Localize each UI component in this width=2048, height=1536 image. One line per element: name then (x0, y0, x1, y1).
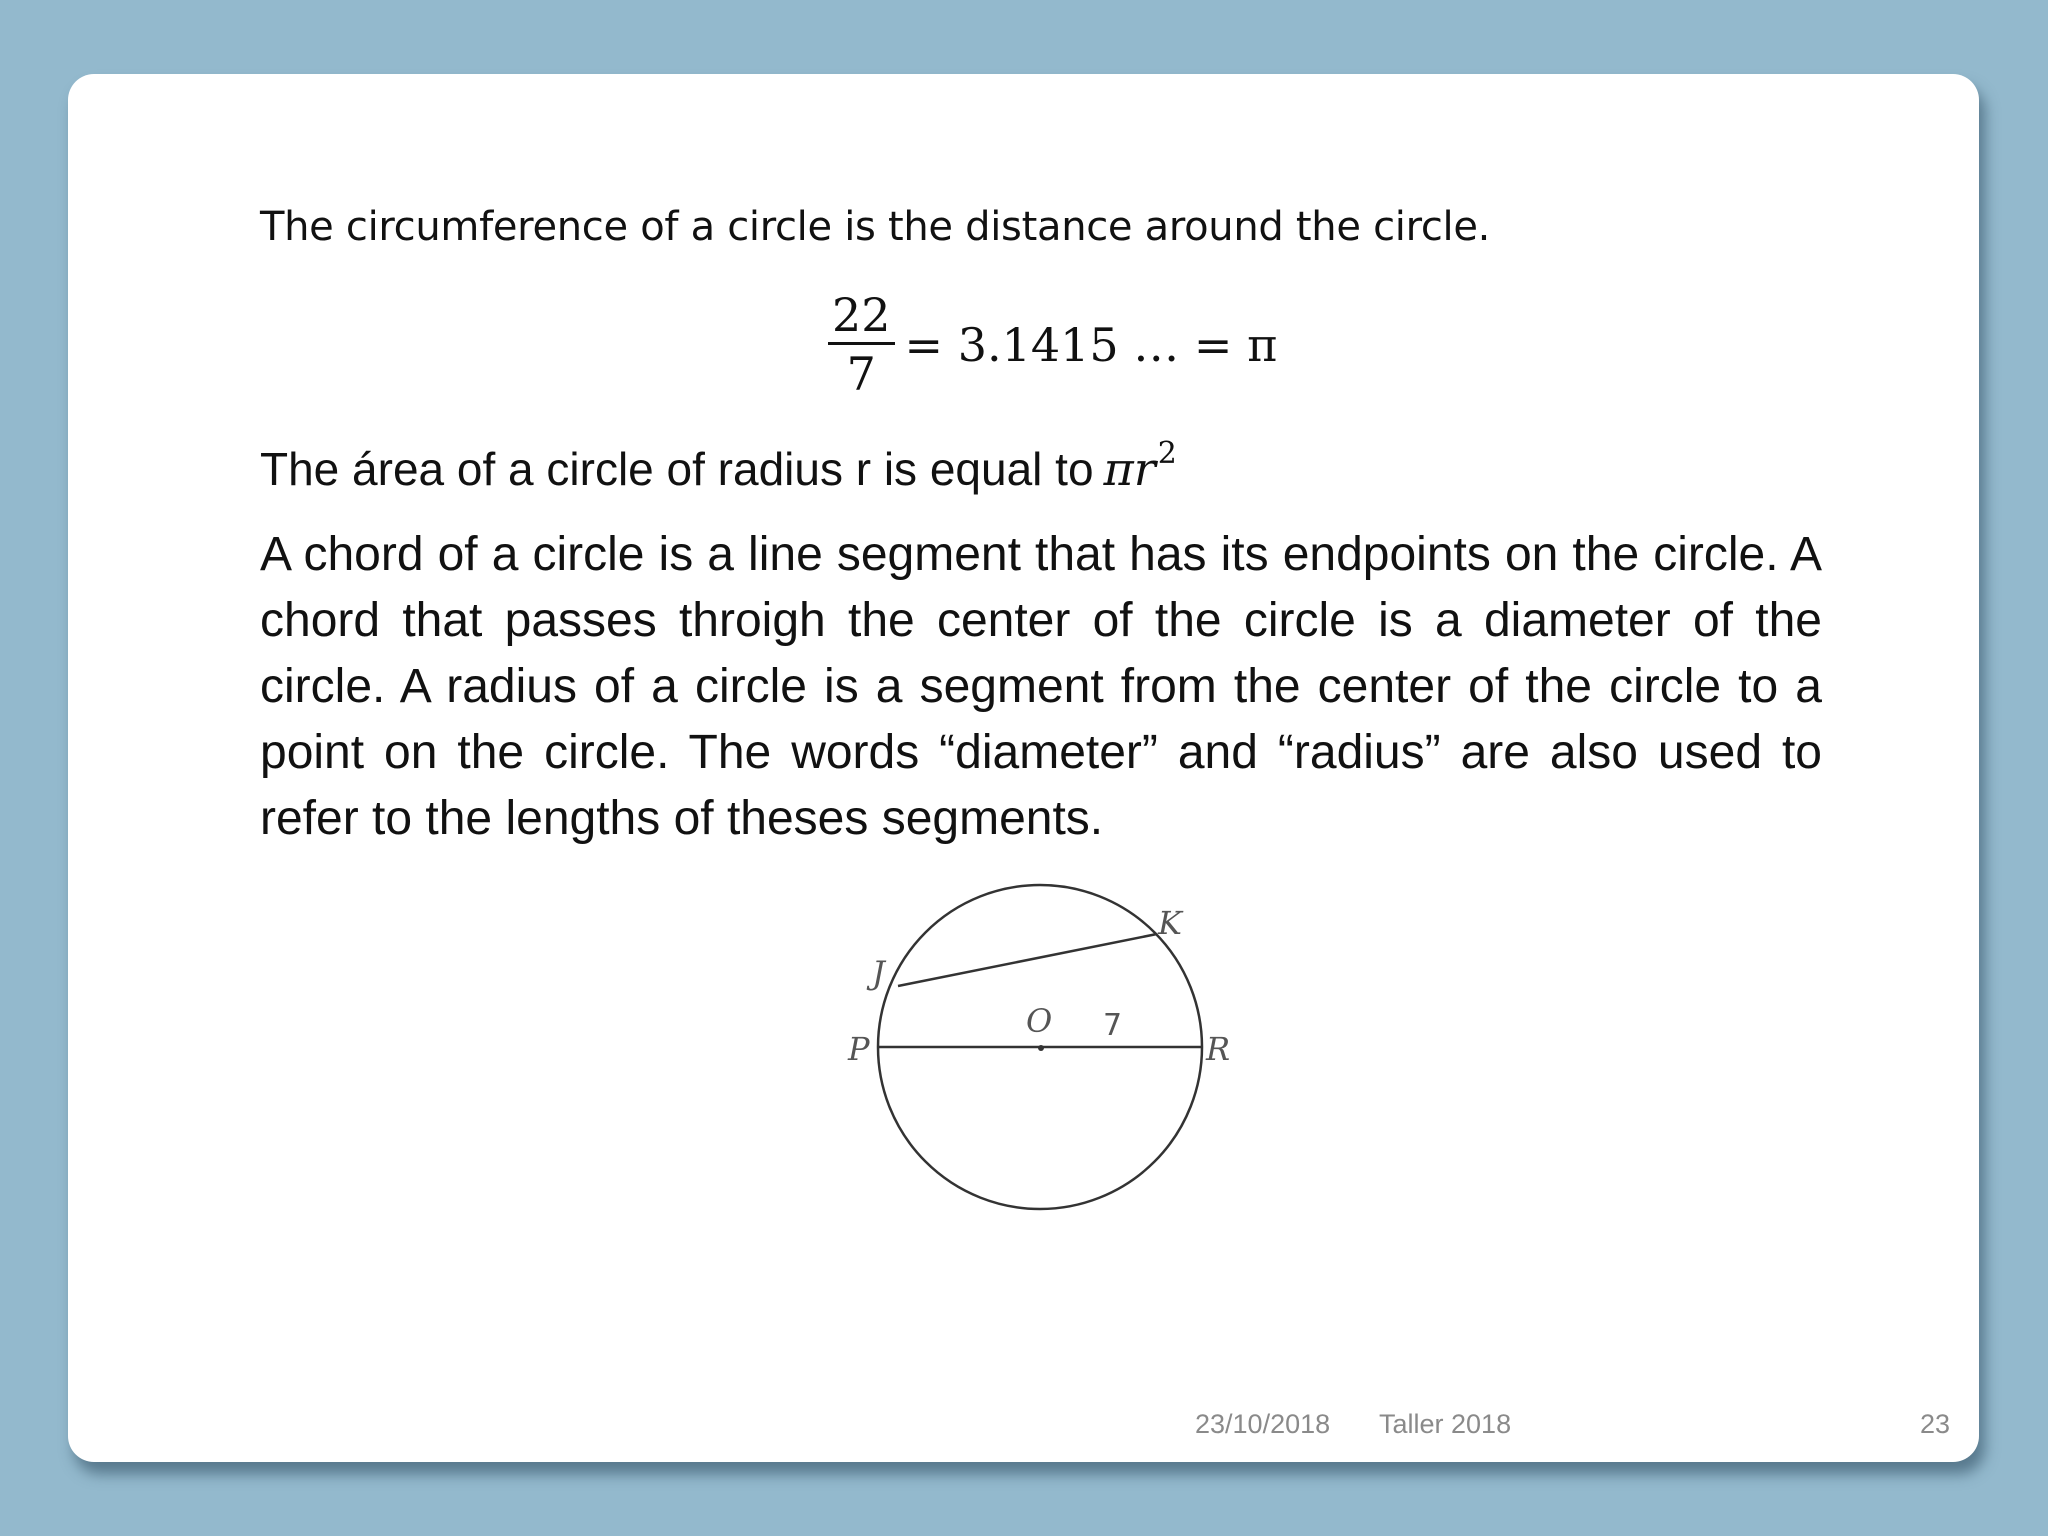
area-formula (1103, 436, 1177, 496)
fraction-denominator: 7 (846, 347, 876, 401)
label-k: K (1158, 904, 1182, 942)
area-formula-base: πr (1103, 442, 1156, 496)
slide-number: 23 (1920, 1409, 1951, 1439)
label-o: O (1026, 1002, 1053, 1040)
pi-formula (828, 288, 1278, 401)
label-radius-value: 7 (1103, 1008, 1123, 1043)
label-p: P (848, 1030, 870, 1068)
label-j: J (872, 954, 885, 992)
chord-jk (898, 934, 1157, 986)
circle-diagram (830, 872, 1250, 1232)
center-point (1038, 1045, 1044, 1051)
chord-definition-paragraph: A chord of a circle is a line segment that has its endpoints on the circle. A chord that passes throigh the center of the circle is a diameter of the circle. A radius of a circle is a segment from the center of the circle to a point on the circle. The words “diameter” and “radius” are also used to refer to the lengths of theses segments. (260, 528, 1822, 845)
area-text: The área of a circle of radius r is equal to (260, 443, 1094, 495)
fraction (828, 288, 895, 401)
circumference-definition: The circumference of a circle is the distance around the circle. (260, 204, 1491, 250)
formula-rest: = 3.1415 … = π (904, 317, 1278, 372)
footer-date: 23/10/2018 (1195, 1409, 1331, 1439)
area-definition (260, 436, 1177, 496)
footer-title: Taller 2018 (1379, 1409, 1512, 1439)
fraction-numerator: 22 (828, 292, 895, 345)
label-r: R (1206, 1030, 1231, 1068)
area-formula-exponent: 2 (1157, 436, 1177, 471)
